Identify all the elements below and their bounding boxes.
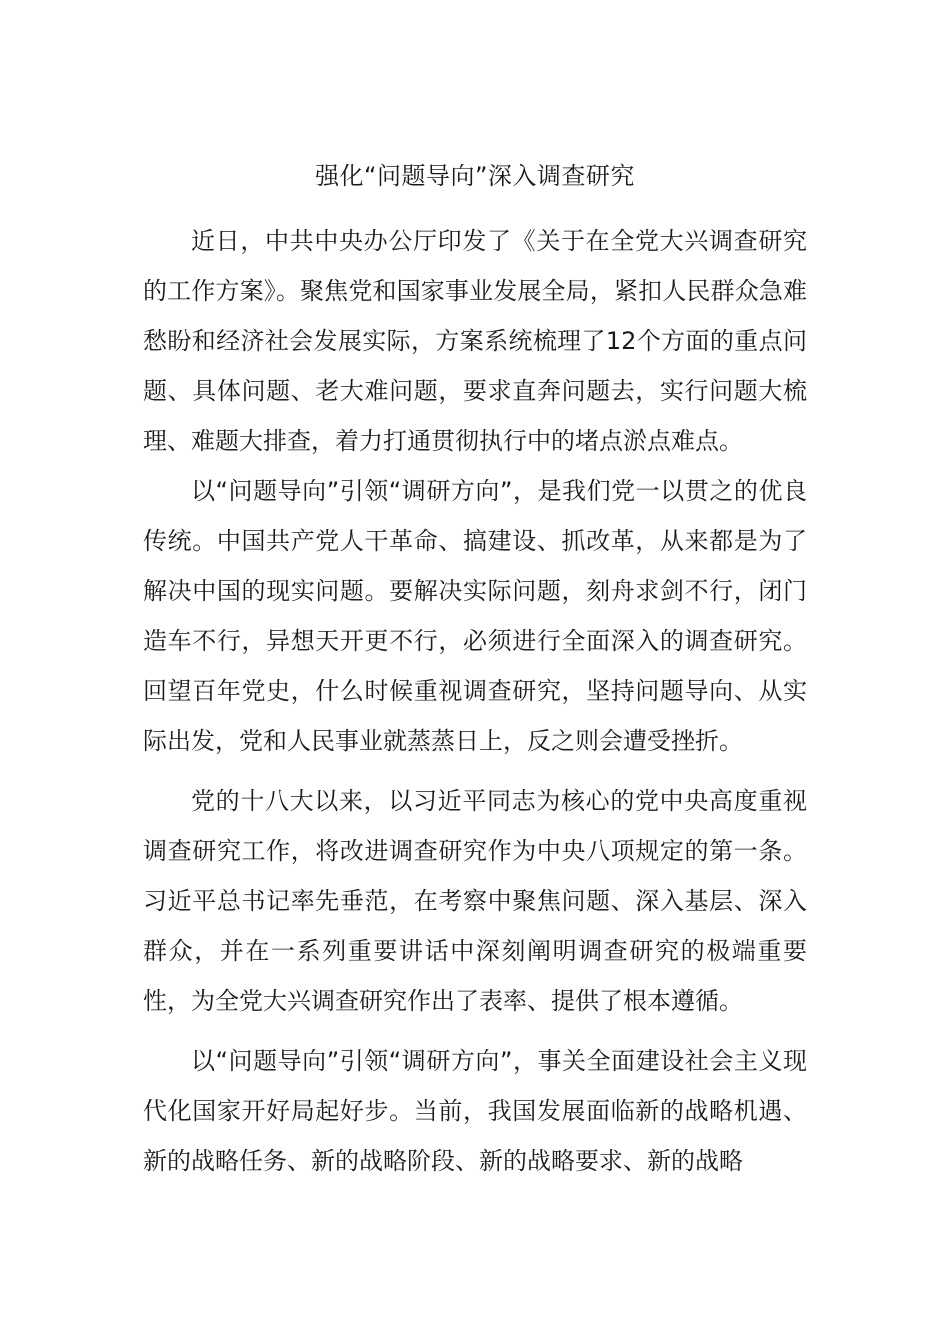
document-page — [143, 150, 807, 1186]
paragraph-3: 党的十八大以来，以习近平同志为核心的党中央高度重视调查研究工作，将改进调查研究作为中央八项规定的第一条。习近平总书记率先垂范，在考察中聚焦问题、深入基层、深入群众，并在一系列重要讲话中深刻阐明调查研究的极端重要性，为全党大兴调查研究作出了表率、提供了根本遵循。 — [143, 787, 807, 1015]
paragraph-4: 以“问题导向”引领“调研方向”，事关全面建设社会主义现代化国家开好局起好步。当前，我国发展面临新的战略机遇、新的战略任务、新的战略阶段、新的战略要求、新的战略 — [143, 1047, 807, 1175]
paragraph-1: 近日，中共中央办公厅印发了《关于在全党大兴调查研究的工作方案》。聚焦党和国家事业发展全局，紧扣人民群众急难愁盼和经济社会发展实际，方案系统梳理了12个方面的重点问题、具体问题、老大难问题，要求直奔问题去，实行问题大梳理、难题大排查，着力打通贯彻执行中的堵点淤点难点。 — [143, 227, 807, 455]
paragraph-2: 以“问题导向”引领“调研方向”，是我们党一以贯之的优良传统。中国共产党人干革命、搞建设、抓改革，从来都是为了解决中国的现实问题。要解决实际问题，刻舟求剑不行，闭门造车不行，异想天开更不行，必须进行全面深入的调查研究。回望百年党史，什么时候重视调查研究，坚持问题导向、从实际出发，党和人民事业就蒸蒸日上，反之则会遭受挫折。 — [143, 477, 807, 755]
document-title: 强化“问题导向”深入调查研究 — [315, 162, 635, 190]
